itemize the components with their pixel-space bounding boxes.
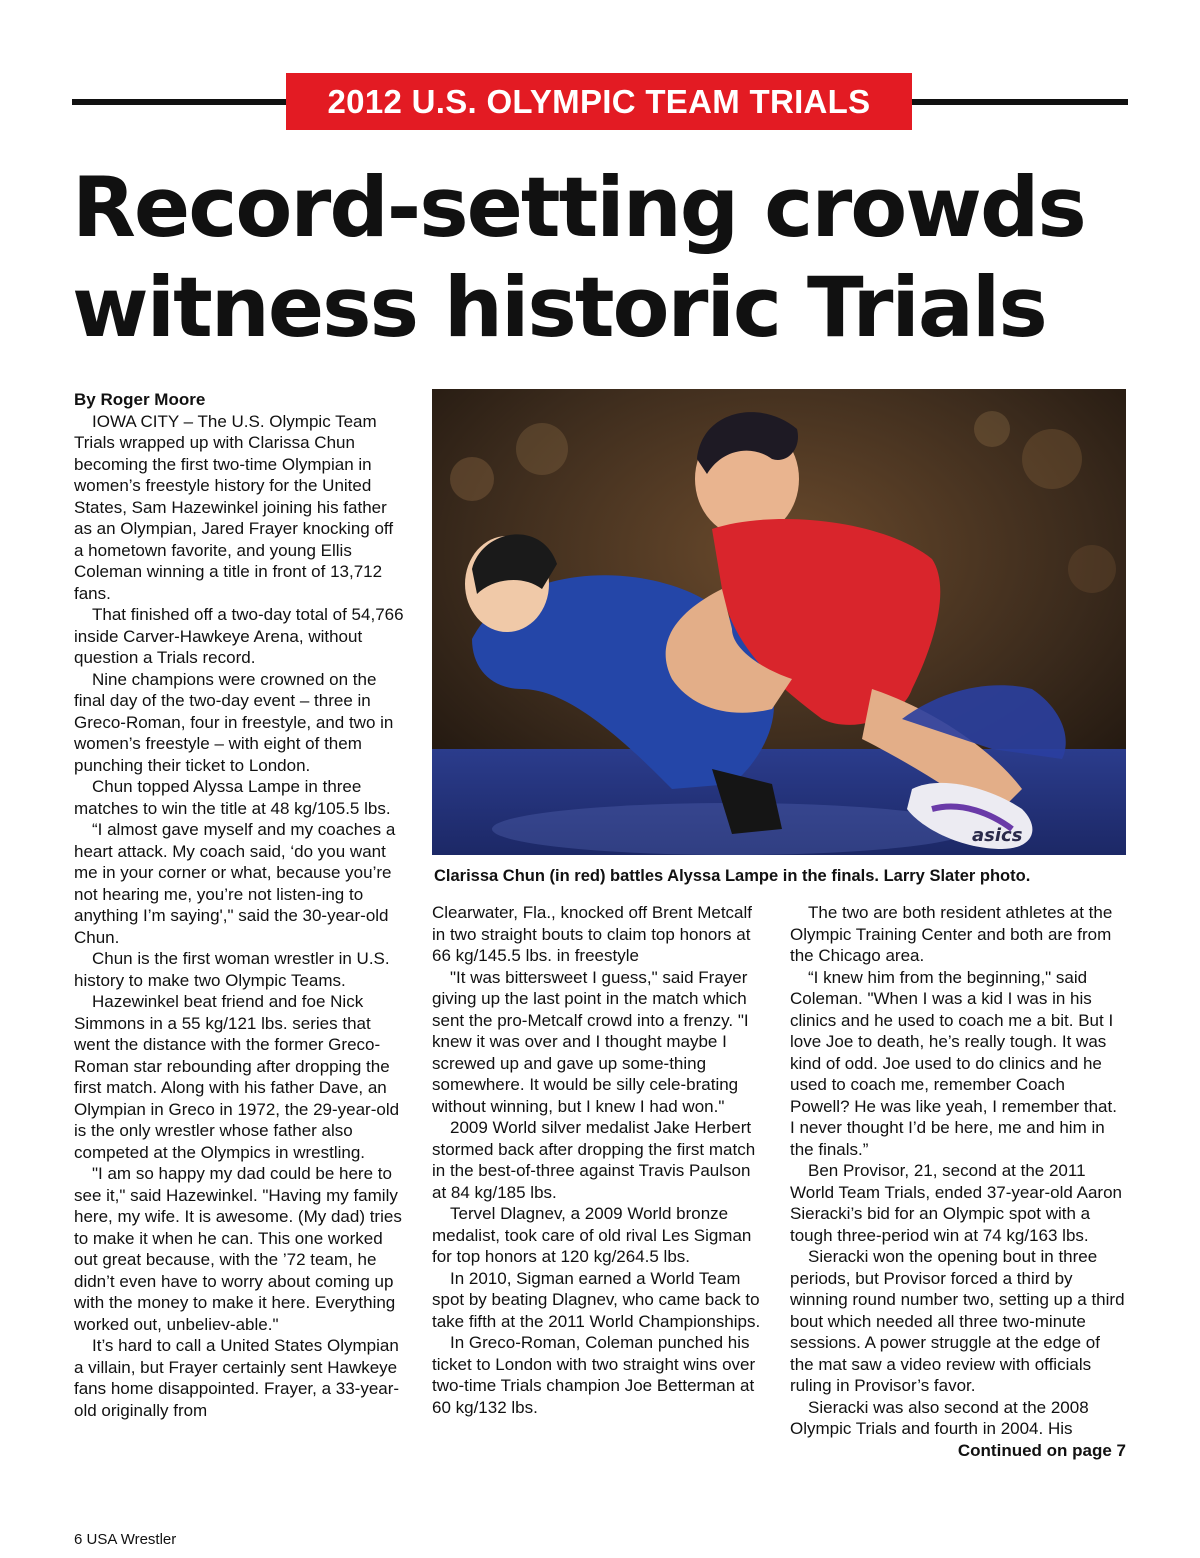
paragraph: Chun topped Alyssa Lampe in three matches to win the title at 48 kg/105.5 lbs. [74, 777, 391, 818]
paragraph: It’s hard to call a United States Olympian a villain, but Frayer certainly sent Hawkeye fans home disappointed. Frayer, a 33-year-old originally from [74, 1336, 400, 1420]
page-footer: 6 USA Wrestler [74, 1531, 177, 1548]
paragraph: IOWA CITY – The U.S. Olympic Team Trials wrapped up with Clarissa Chun becoming the first two-time Olympian in women’s freestyle history for the United States, Sam Hazewinkel joining his father as an Olympian, Jared Frayer knocking off a hometown favorite, and young Ellis Coleman winning a title in front of 13,712 fans. [74, 411, 394, 603]
paragraph: Ben Provisor, 21, second at the 2011 World Team Trials, ended 37-year-old Aaron Sieracki’s bid for an Olympic spot with a tough three-period win at 74 kg/163 lbs. [790, 1161, 1122, 1245]
paragraph: In 2010, Sigman earned a World Team spot by beating Dlagnev, who came back to take fifth at the 2011 World Championships. [432, 1268, 761, 1331]
banner-rule-left [72, 99, 294, 105]
paragraph: In Greco-Roman, Coleman punched his ticket to London with two straight wins over two-time Trials champion Joe Betterman at 60 kg/132 lbs. [432, 1333, 756, 1417]
paragraph: That finished off a two-day total of 54,766 inside Carver-Hawkeye Arena, without question a Trials record. [74, 605, 404, 667]
article-column-1 [74, 389, 404, 1421]
section-banner: 2012 U.S. OLYMPIC TEAM TRIALS [286, 73, 912, 130]
article-column-2 [432, 902, 768, 1418]
banner-rule-right [904, 99, 1128, 105]
photo-caption: Clarissa Chun (in red) battles Alyssa Lampe in the finals. Larry Slater photo. [434, 867, 1031, 885]
paragraph: Hazewinkel beat friend and foe Nick Simmons in a 55 kg/121 lbs. series that went the distance with the former Greco-Roman star rebounding after dropping the first match. Along with his father Dave, an Olympian in Greco in 1972, the 29-year-old is the only wrestler whose father also competed at the Olympics in wrestling. [74, 992, 400, 1162]
byline: By Roger Moore [74, 390, 206, 409]
paragraph: Clearwater, Fla., knocked off Brent Metcalf in two straight bouts to claim top honors at 66 kg/145.5 lbs. in freestyle [432, 903, 752, 965]
paragraph: 2009 World silver medalist Jake Herbert stormed back after dropping the first match in the best-of-three against Travis Paulson at 84 kg/185 lbs. [432, 1118, 756, 1202]
paragraph: Tervel Dlagnev, a 2009 World bronze medalist, took care of old rival Les Sigman for top honors at 120 kg/264.5 lbs. [432, 1204, 752, 1266]
headline-line-2: witness historic Trials [72, 259, 1046, 356]
paragraph: "It was bittersweet I guess," said Frayer giving up the last point in the match which sent the pro-Metcalf crowd into a frenzy. "I knew it was over and I thought maybe I screwed up and gave up some-thing somewhere. It would be silly cele-brating without winning, but I knew I had won." [432, 967, 749, 1116]
paragraph: The two are both resident athletes at the Olympic Training Center and both are from the Chicago area. [790, 903, 1113, 965]
shoe-logo: asics [972, 825, 1023, 846]
headline-line-1: Record-setting crowds [72, 159, 1085, 256]
paragraph: "I am so happy my dad could be here to see it," said Hazewinkel. "Having my family here, my wife. It is awesome. (My dad) tries to make it when he can. This one worked out great because, with the ’72 team, he didn’t even have to worry about coming up with the money to make it here. Everything worked out, unbeliev-able." [74, 1164, 402, 1334]
paragraph: Sieracki won the opening bout in three periods, but Provisor forced a third by winning round number two, setting up a third bout which needed all three two-minute sessions. A power struggle at the edge of the mat saw a video review with officials ruling in Provisor’s favor. [790, 1247, 1125, 1395]
headline [72, 158, 1142, 358]
paragraph: Nine champions were crowned on the final day of the two-day event – three in Greco-Roman, four in freestyle, and two in women’s freestyle – with eight of them punching their ticket to London. [74, 669, 394, 775]
continued-link[interactable]: Continued on page 7 [957, 1440, 1126, 1460]
paragraph: Chun is the first woman wrestler in U.S. history to make two Olympic Teams. [74, 949, 390, 990]
paragraph: “I knew him from the beginning," said Coleman. "When I was a kid I was in his clinics and he used to coach me a bit. But I love Joe to death, he’s really tough. It was kind of odd. Joe used to do clinics and he used to coach me, remember Coach Powell? He was like yeah, I remember that. I never thought I’d be here, me and him in the finals.” [790, 967, 1117, 1159]
paragraph: “I almost gave myself and my coaches a heart attack. My coach said, ‘do you want me in your corner or what, because you’re not hearing me, you’re not listen-ing to anything I’m saying'," said the 30-year-old Chun. [74, 820, 396, 947]
paragraph: Sieracki was also second at the 2008 Olympic Trials and fourth in 2004. His [790, 1397, 1089, 1438]
wrestling-photo [432, 389, 1126, 855]
wrestling-photo-illustration [432, 389, 1126, 855]
article-column-3 [790, 902, 1126, 1461]
